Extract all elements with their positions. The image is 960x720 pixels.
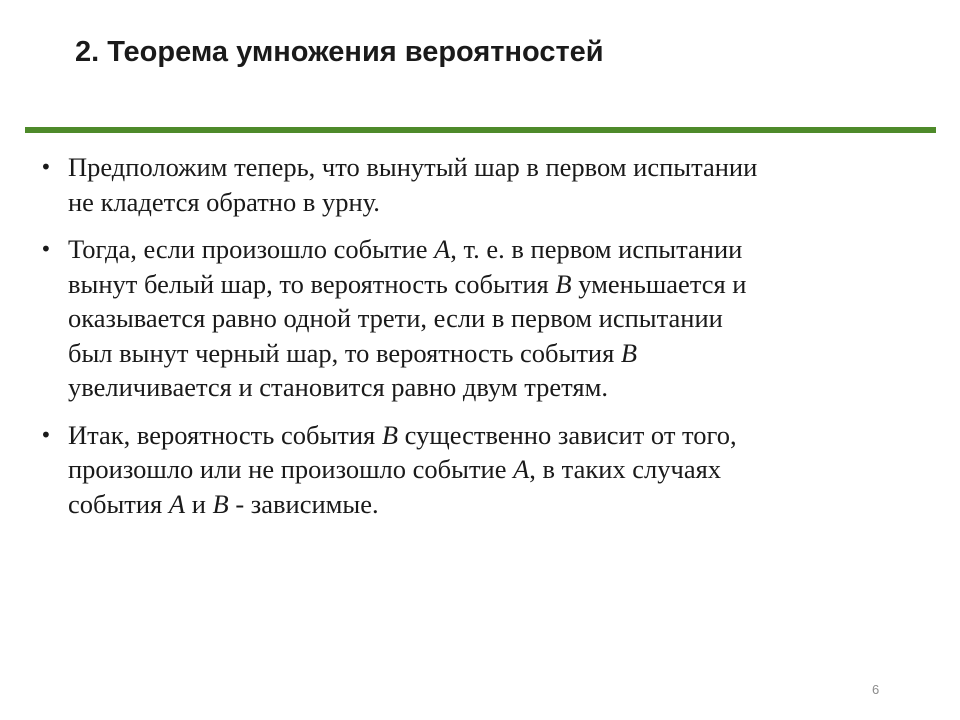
bullet-1-text-1: Предположим теперь, что вынутый шар в первом испытании	[68, 152, 758, 182]
variable-a: A	[434, 234, 451, 264]
bullet-1-text-2: не кладется обратно в урну.	[68, 186, 380, 217]
bullet-2-text-1: Тогда, если произошло событие	[68, 234, 435, 264]
bullet-item-3	[40, 418, 910, 522]
variable-b: B	[620, 337, 638, 368]
bullet-2-text-5: оказывается равно одной трети, если в первом испытании	[68, 303, 723, 333]
bullet-2-text-4: уменьшается и	[571, 268, 747, 299]
bullet-item-2	[40, 232, 910, 405]
page-number: 6	[872, 682, 880, 697]
bullet-item-1	[40, 150, 910, 219]
variable-a: A	[168, 488, 186, 519]
bullet-3-text-3: произошло или не произошло событие	[68, 454, 514, 484]
bullet-icon: •	[40, 422, 52, 447]
slide-title: 2. Теорема умножения вероятностей	[75, 36, 604, 68]
variable-b: B	[381, 419, 399, 450]
variable-a: A	[513, 454, 530, 484]
bullet-2-text-2: , т. е. в первом испытании	[450, 234, 743, 264]
bullet-icon: •	[40, 155, 52, 179]
bullet-3-text-7: - зависимые.	[228, 488, 379, 519]
bullet-2-text-6: был вынут черный шар, то вероятность события	[68, 337, 621, 368]
bullet-3-text-4: , в таких случаях	[529, 454, 722, 484]
bullet-2-text-7: увеличивается и становится равно двум третям.	[68, 372, 608, 402]
bullet-icon: •	[40, 237, 52, 261]
bullet-3-text-2: существенно зависит от того,	[398, 419, 737, 450]
variable-b: B	[555, 268, 572, 299]
title-divider	[25, 127, 936, 133]
bullet-3-text-6: и	[185, 488, 213, 519]
bullet-list	[40, 150, 910, 534]
bullet-3-text-5: события	[68, 488, 169, 519]
bullet-3-text-1: Итак, вероятность события	[68, 419, 382, 450]
variable-b: B	[212, 488, 229, 519]
bullet-2-text-3: вынут белый шар, то вероятность события	[68, 268, 556, 299]
